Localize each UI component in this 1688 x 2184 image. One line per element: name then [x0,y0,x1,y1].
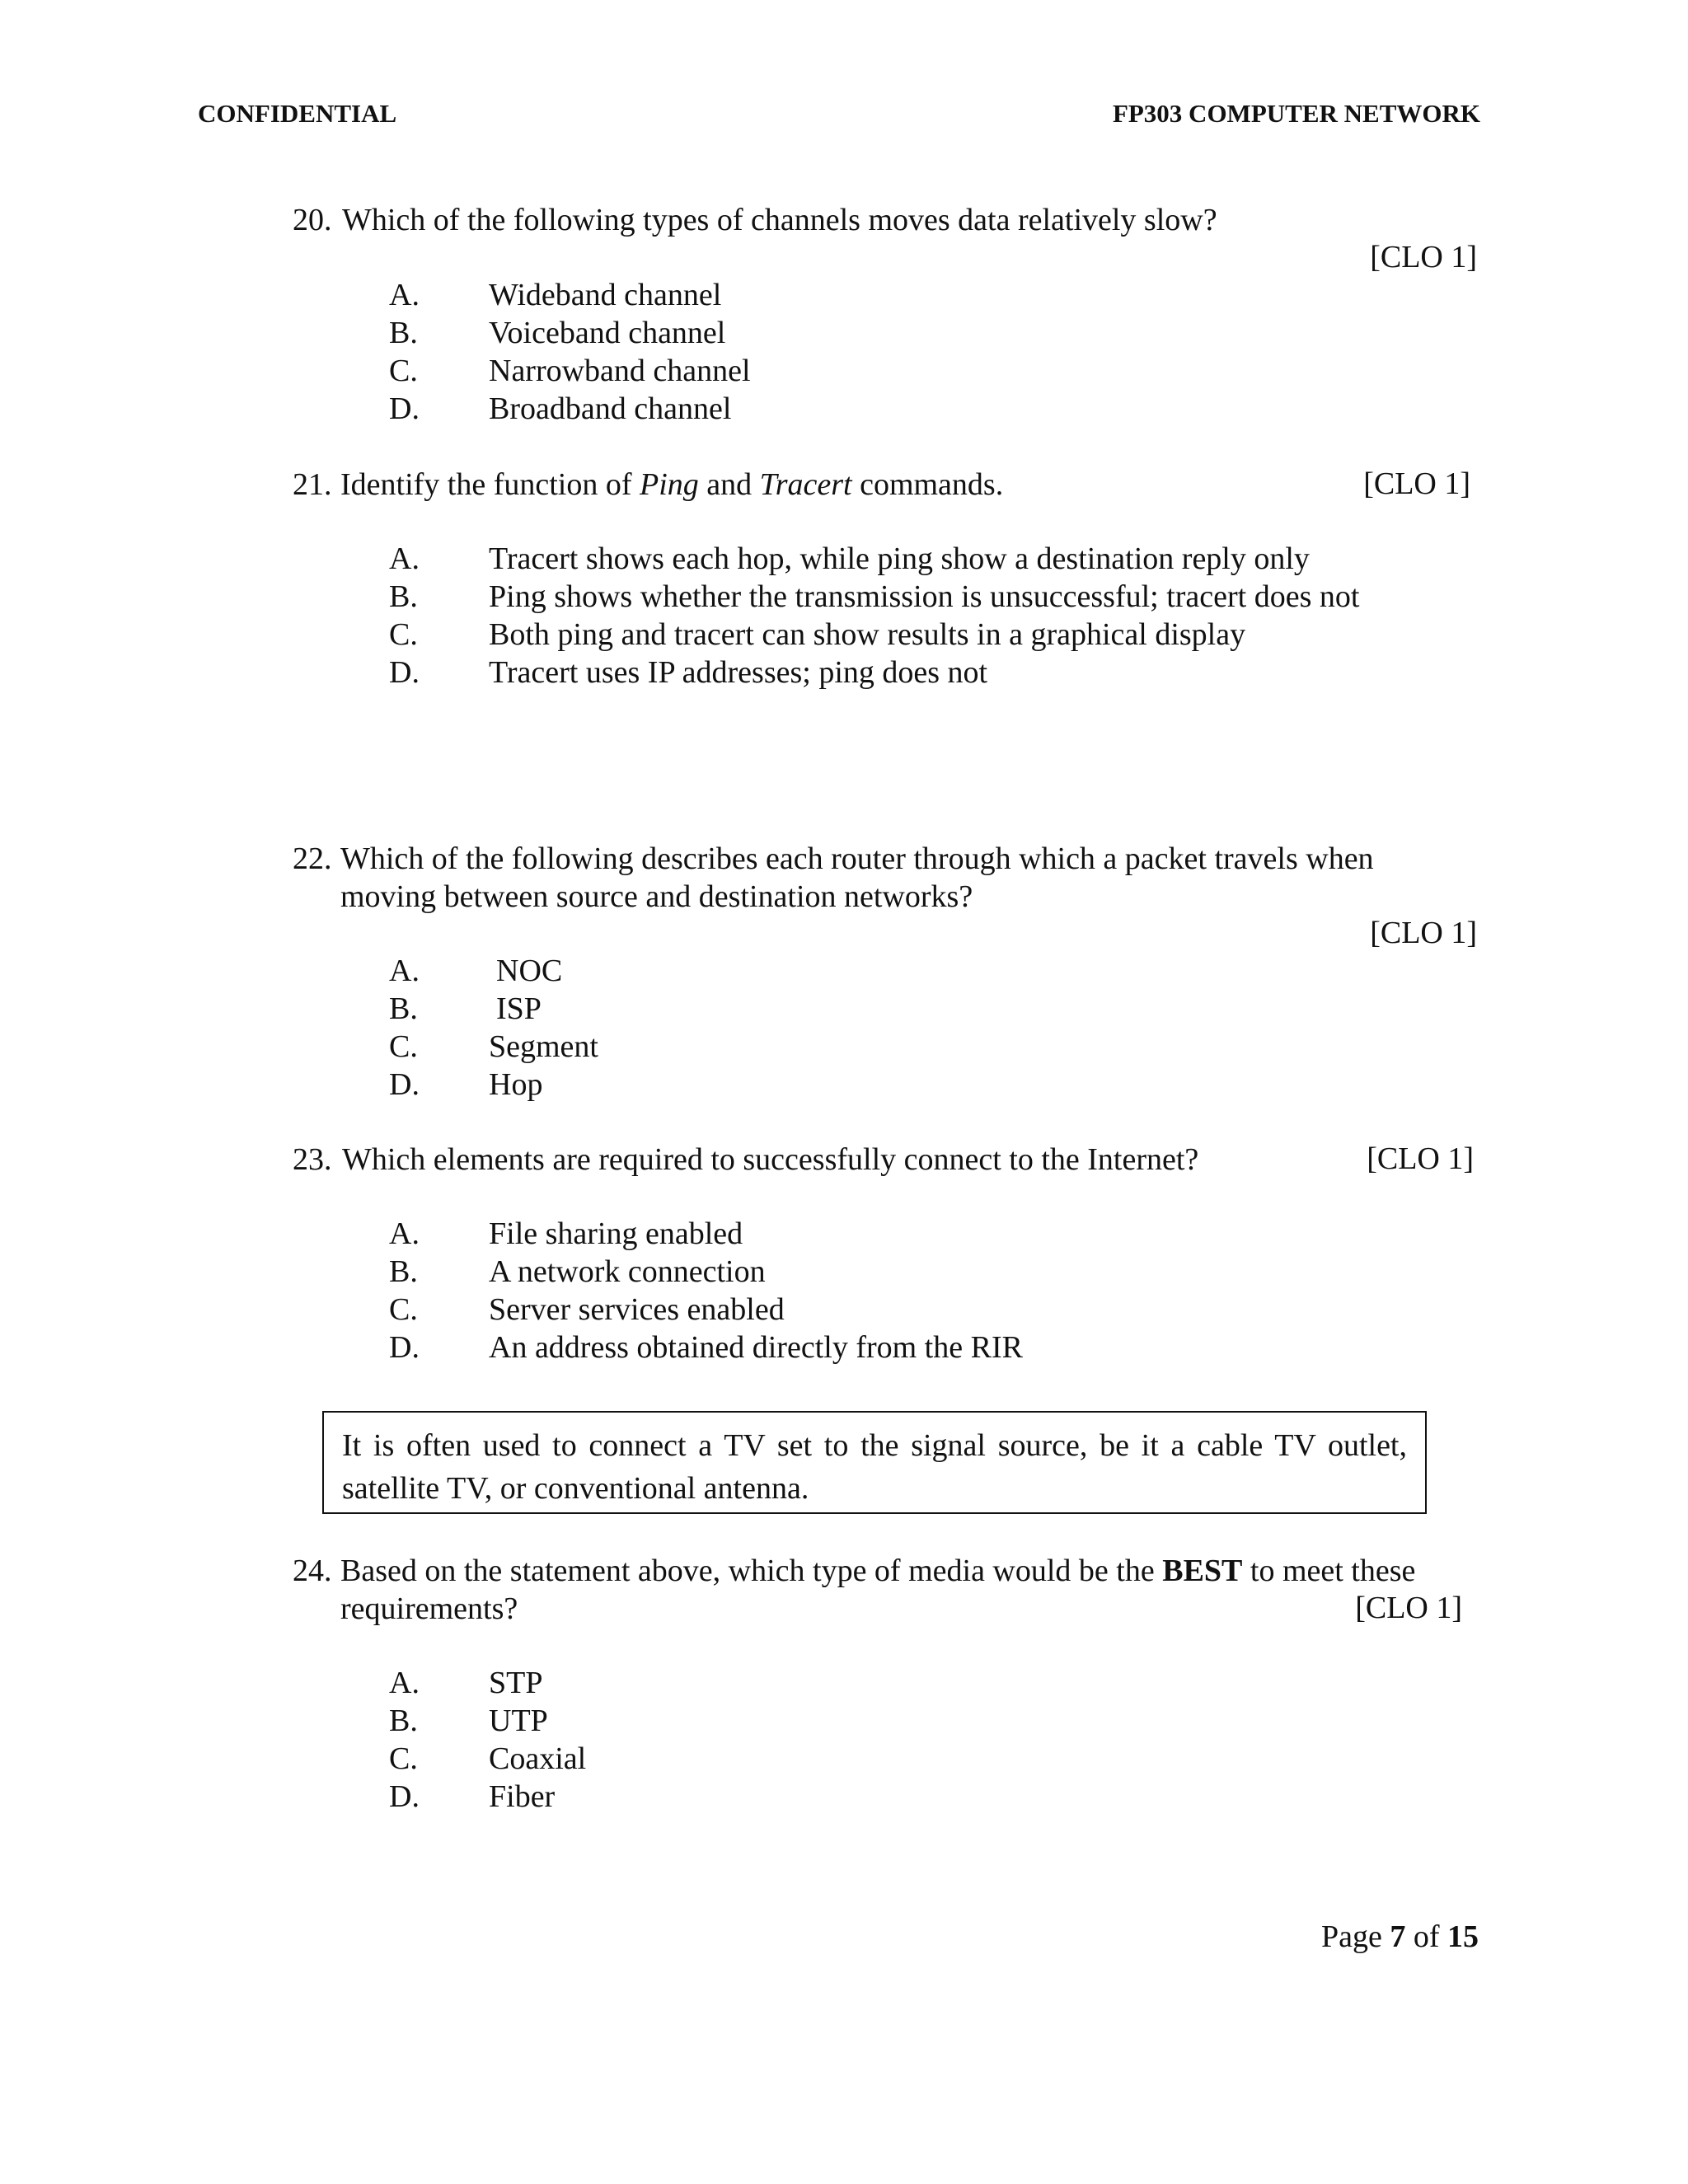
option-text: Segment [489,1029,598,1064]
option-letter: B. [389,316,418,350]
page-number: Page 7 of 15 [1320,1919,1479,1954]
option-letter: D. [389,1779,420,1814]
statement-box: It is often used to connect a TV set to the signal source, be it a cable TV outlet, satellite TV, or conventional antenna. [322,1411,1427,1514]
question-21-number: 21. [293,467,332,502]
option-letter: C. [389,1292,418,1327]
option-letter: A. [389,278,420,312]
option-letter: B. [389,1704,418,1738]
option-text: Both ping and tracert can show results in a graphical display [489,617,1246,652]
question-23-number: 23. [293,1142,332,1177]
option-letter: D. [389,391,420,426]
option-text: STP [489,1666,543,1700]
question-20-clo: [CLO 1] [1370,240,1477,274]
header-confidential: CONFIDENTIAL [198,99,397,128]
option-text: UTP [489,1704,548,1738]
option-letter: A. [389,1216,420,1251]
option-text: Wideband channel [489,278,722,312]
option-letter: D. [389,655,420,690]
question-20-text: Which of the following types of channels moves data relatively slow? [342,203,1217,237]
option-letter: B. [389,579,418,614]
option-letter: D. [389,1330,420,1365]
question-24-number: 24. [293,1554,332,1588]
question-24-clo: [CLO 1] [1355,1591,1462,1625]
option-letter: C. [389,617,418,652]
question-22-text-line-1: Which of the following describes each router through which a packet travels when [340,841,1374,876]
option-text: Server services enabled [489,1292,785,1327]
question-23-clo: [CLO 1] [1367,1141,1474,1176]
option-text: Ping shows whether the transmission is unsuccessful; tracert does not [489,579,1360,614]
question-24-text-line-2: requirements? [340,1591,518,1626]
option-text: Broadband channel [489,391,732,426]
option-text: Fiber [489,1779,556,1814]
option-text: NOC [496,954,563,988]
option-text: Hop [489,1067,543,1102]
option-letter: A. [389,954,420,988]
option-letter: C. [389,1029,418,1064]
option-letter: D. [389,1067,420,1102]
option-letter: C. [389,1741,418,1776]
option-text: Narrowband channel [489,354,751,388]
option-text: Voiceband channel [489,316,726,350]
option-letter: A. [389,1666,420,1700]
option-text: Tracert shows each hop, while ping show a destination reply only [489,541,1310,576]
option-text: An address obtained directly from the RIR [489,1330,1023,1365]
option-text: A network connection [489,1254,766,1289]
question-22-clo: [CLO 1] [1370,916,1477,950]
option-letter: B. [389,1254,418,1289]
option-text: Tracert uses IP addresses; ping does not [489,655,988,690]
header-course-title: FP303 COMPUTER NETWORK [1112,99,1480,128]
option-text: File sharing enabled [489,1216,743,1251]
question-22-text-line-2: moving between source and destination networks? [340,879,973,914]
option-text: Coaxial [489,1741,587,1776]
question-20-number: 20. [293,203,332,237]
option-letter: B. [389,991,418,1026]
question-22-number: 22. [293,841,332,876]
question-23-text: Which elements are required to successfully connect to the Internet? [342,1142,1199,1177]
question-21-clo: [CLO 1] [1363,466,1470,501]
option-letter: A. [389,541,420,576]
option-letter: C. [389,354,418,388]
question-24-text-line-1: Based on the statement above, which type of media would be the BEST to meet these [340,1554,1416,1588]
option-text: ISP [496,991,542,1026]
question-21-text: Identify the function of Ping and Tracert commands. [340,467,1004,502]
